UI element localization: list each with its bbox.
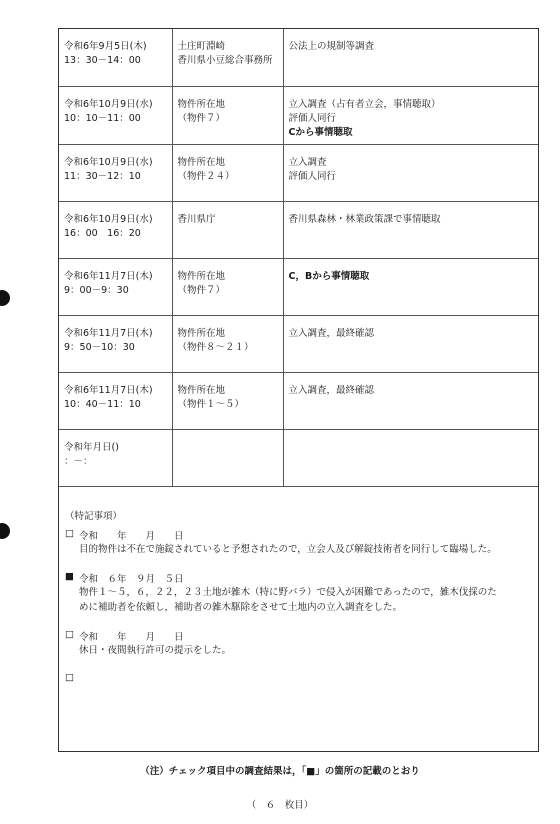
note-entry-header [65, 672, 532, 683]
place-line: （物件１～５） [177, 398, 245, 410]
content-cell [283, 372, 538, 429]
place-line: （物件８～２１） [177, 341, 254, 353]
visit-time: 9：50－10：30 [64, 341, 135, 353]
content-line: 公法上の規制等調査 [288, 41, 375, 52]
visit-date: 令和6年10月9日(水) [64, 156, 153, 168]
checkbox-icon: □ [65, 528, 74, 539]
log-row [59, 86, 538, 144]
note-entry-header [65, 528, 532, 542]
note-text-line: 目的物件は不在で施錠されていると予想されたので，立会人及び解錠技術者を同行して臨場した。 [79, 544, 497, 555]
note-entry [65, 528, 532, 557]
log-row [59, 144, 538, 201]
place-line: 土庄町淵崎 [177, 41, 226, 52]
log-row [59, 29, 538, 86]
visit-time: 10：10－11：00 [64, 112, 141, 124]
visit-date: 令和6年11月7日(木) [64, 384, 153, 396]
punch-hole-bottom [0, 523, 10, 539]
place-cell [172, 144, 283, 201]
note-entry-header [65, 629, 532, 643]
content-line: C，Bから事情聴取 [288, 270, 370, 282]
visit-date: 令和6年9月5日(木) [64, 41, 147, 52]
place-line: （物件２４） [177, 170, 235, 182]
log-row [59, 429, 538, 486]
place-line: 香川県小豆総合事務所 [177, 55, 273, 66]
content-cell [283, 144, 538, 201]
content-cell [283, 429, 538, 486]
datetime-cell [59, 86, 172, 144]
place-line: 物件所在地 [177, 327, 226, 339]
datetime-cell [59, 372, 172, 429]
content-line: 香川県森林・林業政策課で事情聴取 [288, 213, 441, 225]
place-line: （物件７） [177, 112, 226, 124]
special-notes-heading: （特記事項） [65, 511, 123, 522]
place-cell [172, 201, 283, 258]
content-line: 評価人同行 [288, 112, 337, 124]
checkbox-icon: □ [65, 672, 74, 683]
note-text-line: 物件１～５，６，２２，２３土地が雑木（特に野バラ）で侵入が困難であったので，雑木伐採のた [79, 587, 497, 598]
note-body [79, 542, 532, 557]
visit-date: 令和年月日() [64, 441, 119, 453]
checkbox-icon: □ [65, 629, 74, 640]
log-row [59, 258, 538, 315]
log-row [59, 315, 538, 372]
place-cell [172, 315, 283, 372]
note-entry-header [65, 571, 532, 585]
visit-time: 11：30－12：10 [64, 170, 141, 182]
datetime-cell [59, 315, 172, 372]
place-line: 物件所在地 [177, 384, 226, 396]
content-cell [283, 258, 538, 315]
note-entry [65, 571, 532, 615]
place-line: 物件所在地 [177, 270, 226, 282]
visit-date: 令和6年11月7日(木) [64, 270, 153, 282]
content-cell [283, 201, 538, 258]
visit-time: 9：00－9：30 [64, 284, 129, 296]
punch-hole-top [0, 290, 10, 306]
visit-time: 13：30－14：00 [64, 55, 141, 66]
log-row [59, 201, 538, 258]
record-frame [58, 28, 539, 752]
place-cell [172, 372, 283, 429]
investigation-log-table [59, 29, 538, 487]
special-notes-section [59, 501, 538, 683]
note-date: 令和 ６年 ９月 ５日 [79, 574, 184, 585]
visit-time: ：－： [64, 455, 93, 467]
visit-time: 16：00 16：20 [64, 227, 141, 239]
content-line: 立入調査，最終確認 [288, 327, 375, 339]
visit-date: 令和6年10月9日(水) [64, 213, 153, 225]
place-cell [172, 258, 283, 315]
content-line: 立入調査（占有者立会，事情聴取） [288, 98, 441, 110]
content-cell [283, 29, 538, 86]
content-cell [283, 86, 538, 144]
visit-date: 令和6年11月7日(木) [64, 327, 153, 339]
datetime-cell [59, 258, 172, 315]
place-cell [172, 86, 283, 144]
place-line: 物件所在地 [177, 98, 226, 110]
log-row [59, 372, 538, 429]
note-text-line: 休日・夜間執行許可の提示をした。 [79, 645, 232, 656]
checked-box-icon: ■ [65, 571, 74, 582]
visit-date: 令和6年10月9日(水) [64, 98, 153, 110]
datetime-cell [59, 201, 172, 258]
place-cell [172, 429, 283, 486]
note-date: 令和 年 月 日 [79, 531, 184, 542]
content-cell [283, 315, 538, 372]
note-body [79, 643, 532, 658]
content-line: 評価人同行 [288, 170, 337, 182]
content-line: 立入調査 [288, 156, 327, 168]
note-entry [65, 672, 532, 683]
content-line: 立入調査，最終確認 [288, 384, 375, 396]
datetime-cell [59, 144, 172, 201]
datetime-cell [59, 29, 172, 86]
note-date: 令和 年 月 日 [79, 632, 184, 643]
note-body [79, 585, 532, 615]
note-text-line: めに補助者を依頼し，補助者の雑木駆除をさせて土地内の立入調査をした。 [79, 602, 403, 613]
content-line: Cから事情聴取 [288, 126, 353, 138]
place-line: （物件７） [177, 284, 226, 296]
place-line: 物件所在地 [177, 156, 226, 168]
place-cell [172, 29, 283, 86]
note-entry [65, 629, 532, 658]
page-number: （ ６ 枚目） [246, 800, 314, 811]
footnote: （注）チェック項目中の調査結果は，「■」の箇所の記載のとおり [140, 766, 420, 777]
datetime-cell [59, 429, 172, 486]
visit-time: 10：40－11：10 [64, 398, 141, 410]
place-line: 香川県庁 [177, 213, 216, 225]
